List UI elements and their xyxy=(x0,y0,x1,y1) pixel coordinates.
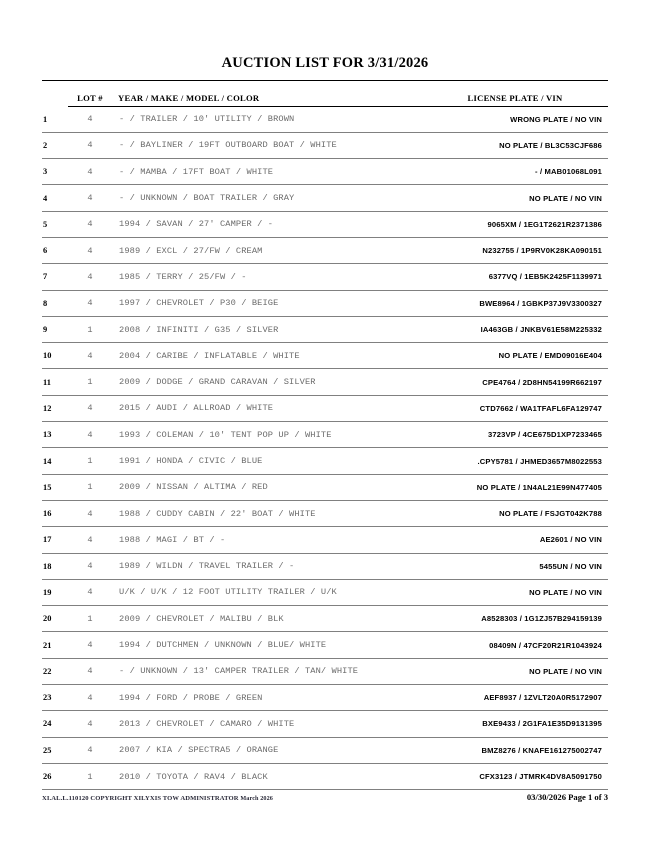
footer-copyright xyxy=(42,795,273,802)
row-description: 1994 / FORD / PROBE / GREEN xyxy=(119,692,263,703)
row-plate-vin-cell xyxy=(422,369,608,395)
row-plate-vin: 3723VP / 4CE675D1XP7233465 xyxy=(488,430,602,440)
row-index: 21 xyxy=(43,640,52,650)
row-plate-vin: AEF8937 / 1ZVLT20A0R5172907 xyxy=(483,693,602,703)
row-index: 11 xyxy=(43,377,51,387)
row-description: 2004 / CARIBE / INFLATABLE / WHITE xyxy=(119,350,300,361)
row-lot-number: 4 xyxy=(87,666,93,677)
row-plate-vin: NO PLATE / FSJGT042K788 xyxy=(499,509,602,519)
row-lot-number: 4 xyxy=(87,298,93,309)
row-index: 14 xyxy=(43,456,52,466)
row-lot-number-cell xyxy=(68,606,112,632)
column-header-index xyxy=(42,81,68,107)
row-index-cell xyxy=(42,579,68,605)
row-lot-number-cell xyxy=(68,159,112,185)
row-description: 1994 / DUTCHMEN / UNKNOWN / BLUE/ WHITE xyxy=(119,640,327,651)
row-plate-vin-cell xyxy=(422,316,608,342)
table-row[interactable] xyxy=(42,737,608,763)
row-index: 13 xyxy=(43,430,52,440)
row-description-cell xyxy=(112,579,422,605)
table-row[interactable] xyxy=(42,763,608,789)
row-plate-vin: NO PLATE / BL3C53CJF686 xyxy=(499,140,602,150)
row-description-cell xyxy=(112,763,422,789)
row-plate-vin-cell xyxy=(422,737,608,763)
row-plate-vin-cell xyxy=(422,422,608,448)
row-index-cell xyxy=(42,107,68,133)
row-lot-number-cell xyxy=(68,448,112,474)
row-plate-vin: NO PLATE / 1N4AL21E99N477405 xyxy=(476,482,602,492)
row-description: - / TRAILER / 10' UTILITY / BROWN xyxy=(119,114,295,125)
row-lot-number: 4 xyxy=(87,219,93,230)
row-lot-number: 4 xyxy=(87,271,93,282)
row-index-cell xyxy=(42,737,68,763)
row-plate-vin-cell xyxy=(422,211,608,237)
row-index: 9 xyxy=(43,325,48,335)
row-index-cell xyxy=(42,185,68,211)
row-lot-number-cell xyxy=(68,553,112,579)
row-plate-vin: - / MAB01068L091 xyxy=(535,167,602,177)
footer-date-page: 03/30/2026 Page 1 of 3 xyxy=(526,792,608,802)
row-plate-vin: NO PLATE / EMD09016E404 xyxy=(498,351,602,361)
row-index-cell xyxy=(42,711,68,737)
row-index: 25 xyxy=(43,745,52,755)
row-lot-number: 4 xyxy=(87,403,93,414)
row-plate-vin: WRONG PLATE / NO VIN xyxy=(510,114,602,124)
row-plate-vin: A8528303 / 1G1ZJ57B294159139 xyxy=(481,614,602,624)
table-row[interactable] xyxy=(42,711,608,737)
row-plate-vin-cell xyxy=(422,474,608,500)
row-plate-vin: BWE8964 / 1GBKP37J9V3300327 xyxy=(479,298,602,308)
row-plate-vin-cell xyxy=(422,264,608,290)
row-description: 2008 / INFINITI / G35 / SILVER xyxy=(119,324,279,335)
row-index: 4 xyxy=(43,193,48,203)
table-row[interactable] xyxy=(42,264,608,290)
table-row[interactable] xyxy=(42,553,608,579)
row-index: 16 xyxy=(43,509,52,519)
row-lot-number-cell xyxy=(68,579,112,605)
row-description: 2015 / AUDI / ALLROAD / WHITE xyxy=(119,403,274,414)
row-plate-vin-cell xyxy=(422,185,608,211)
row-description-cell xyxy=(112,553,422,579)
row-index: 23 xyxy=(43,693,52,703)
row-plate-vin-cell xyxy=(422,448,608,474)
row-index-cell xyxy=(42,264,68,290)
column-header-description xyxy=(112,81,422,107)
row-description-cell xyxy=(112,264,422,290)
row-description: 2007 / KIA / SPECTRA5 / ORANGE xyxy=(119,745,279,756)
row-lot-number-cell xyxy=(68,474,112,500)
row-plate-vin: N232755 / 1P9RV0K28KA090151 xyxy=(482,246,602,256)
row-index: 18 xyxy=(43,561,52,571)
row-plate-vin: CFX3123 / JTMRK4DV8A5091750 xyxy=(479,772,602,782)
row-description-cell xyxy=(112,500,422,526)
table-row[interactable] xyxy=(42,579,608,605)
row-index: 26 xyxy=(43,772,52,782)
row-description: 1985 / TERRY / 25/FW / - xyxy=(119,271,247,282)
row-description-cell xyxy=(112,237,422,263)
row-lot-number: 4 xyxy=(87,692,93,703)
row-description: - / MAMBA / 17FT BOAT / WHITE xyxy=(119,166,274,177)
row-plate-vin: NO PLATE / NO VIN xyxy=(529,587,602,597)
row-lot-number: 1 xyxy=(87,377,93,388)
row-lot-number-cell xyxy=(68,685,112,711)
row-plate-vin-cell xyxy=(422,107,608,133)
row-description-cell xyxy=(112,448,422,474)
row-plate-vin: BXE9433 / 2G1FA1E35D9131395 xyxy=(482,719,602,729)
table-row[interactable] xyxy=(42,448,608,474)
row-lot-number: 1 xyxy=(87,613,93,624)
row-index: 2 xyxy=(43,140,48,150)
row-lot-number: 4 xyxy=(87,429,93,440)
column-header-plate xyxy=(422,81,608,107)
row-plate-vin-cell xyxy=(422,527,608,553)
row-description: 1989 / EXCL / 27/FW / CREAM xyxy=(119,245,263,256)
row-description: 1994 / SAVAN / 27' CAMPER / - xyxy=(119,219,274,230)
table-row[interactable] xyxy=(42,527,608,553)
column-header-lot-label: LOT # xyxy=(68,93,112,107)
row-description: 1988 / MAGI / BT / - xyxy=(119,534,226,545)
row-lot-number: 4 xyxy=(87,534,93,545)
row-plate-vin: 9065XM / 1EG1T2621R2371386 xyxy=(487,219,602,229)
row-index-cell xyxy=(42,395,68,421)
row-index-cell xyxy=(42,474,68,500)
table-header-row xyxy=(42,81,608,107)
row-description: 1988 / CUDDY CABIN / 22' BOAT / WHITE xyxy=(119,508,316,519)
row-lot-number-cell xyxy=(68,290,112,316)
row-plate-vin: NO PLATE / NO VIN xyxy=(529,666,602,676)
row-lot-number: 4 xyxy=(87,718,93,729)
row-description-cell xyxy=(112,107,422,133)
table-row[interactable] xyxy=(42,500,608,526)
row-lot-number-cell xyxy=(68,185,112,211)
row-description-cell xyxy=(112,316,422,342)
row-lot-number: 4 xyxy=(87,745,93,756)
row-lot-number-cell xyxy=(68,237,112,263)
row-plate-vin: 08409N / 47CF20R21R1043924 xyxy=(489,640,602,650)
row-plate-vin-cell xyxy=(422,658,608,684)
row-plate-vin-cell xyxy=(422,632,608,658)
row-index-cell xyxy=(42,553,68,579)
row-index: 3 xyxy=(43,167,48,177)
row-description: 1997 / CHEVROLET / P30 / BEIGE xyxy=(119,298,279,309)
row-index-cell xyxy=(42,369,68,395)
footer-month: March 2026 xyxy=(240,795,274,802)
table-row[interactable] xyxy=(42,185,608,211)
row-plate-vin-cell xyxy=(422,711,608,737)
row-description-cell xyxy=(112,211,422,237)
row-lot-number-cell xyxy=(68,369,112,395)
row-lot-number: 4 xyxy=(87,350,93,361)
row-plate-vin-cell xyxy=(422,343,608,369)
row-plate-vin-cell xyxy=(422,395,608,421)
table-row[interactable] xyxy=(42,369,608,395)
row-description: U/K / U/K / 12 FOOT UTILITY TRAILER / U/K xyxy=(119,587,337,598)
row-description-cell xyxy=(112,395,422,421)
row-index-cell xyxy=(42,763,68,789)
row-lot-number-cell xyxy=(68,107,112,133)
row-description-cell xyxy=(112,711,422,737)
row-lot-number-cell xyxy=(68,316,112,342)
row-lot-number-cell xyxy=(68,500,112,526)
row-lot-number-cell xyxy=(68,343,112,369)
table-row[interactable] xyxy=(42,343,608,369)
row-plate-vin-cell xyxy=(422,579,608,605)
table-row[interactable] xyxy=(42,658,608,684)
row-plate-vin: BMZ8276 / KNAFE161275002747 xyxy=(481,745,602,755)
table-row[interactable] xyxy=(42,422,608,448)
row-lot-number: 4 xyxy=(87,245,93,256)
row-index-cell xyxy=(42,422,68,448)
auction-table-body xyxy=(42,107,608,790)
row-description-cell xyxy=(112,422,422,448)
row-description: - / UNKNOWN / 13' CAMPER TRAILER / TAN/ WHITE xyxy=(119,666,359,677)
row-description: 2009 / CHEVROLET / MALIBU / BLK xyxy=(119,613,284,624)
row-index-cell xyxy=(42,527,68,553)
row-description-cell xyxy=(112,606,422,632)
row-lot-number: 4 xyxy=(87,508,93,519)
row-description-cell xyxy=(112,369,422,395)
row-lot-number-cell xyxy=(68,395,112,421)
row-index: 20 xyxy=(43,614,52,624)
row-index: 1 xyxy=(43,114,48,124)
row-lot-number-cell xyxy=(68,527,112,553)
row-description: 1993 / COLEMAN / 10' TENT POP UP / WHITE xyxy=(119,429,332,440)
row-lot-number-cell xyxy=(68,422,112,448)
row-index: 19 xyxy=(43,587,52,597)
row-description-cell xyxy=(112,159,422,185)
row-index: 15 xyxy=(43,482,52,492)
column-header-plate-label: LICENSE PLATE / VIN xyxy=(422,93,608,107)
row-index-cell xyxy=(42,500,68,526)
row-plate-vin-cell xyxy=(422,763,608,789)
row-lot-number-cell xyxy=(68,211,112,237)
row-index: 22 xyxy=(43,666,52,676)
row-index-cell xyxy=(42,606,68,632)
row-index-cell xyxy=(42,448,68,474)
row-description: 2010 / TOYOTA / RAV4 / BLACK xyxy=(119,771,268,782)
row-description-cell xyxy=(112,132,422,158)
row-index: 17 xyxy=(43,535,52,545)
row-lot-number: 1 xyxy=(87,771,93,782)
row-lot-number-cell xyxy=(68,264,112,290)
row-index: 7 xyxy=(43,272,48,282)
table-row[interactable] xyxy=(42,107,608,133)
table-row[interactable] xyxy=(42,474,608,500)
row-lot-number: 4 xyxy=(87,561,93,572)
row-description-cell xyxy=(112,527,422,553)
row-index-cell xyxy=(42,237,68,263)
row-plate-vin-cell xyxy=(422,290,608,316)
table-row[interactable] xyxy=(42,290,608,316)
row-description-cell xyxy=(112,658,422,684)
row-lot-number: 1 xyxy=(87,482,93,493)
row-lot-number-cell xyxy=(68,711,112,737)
table-row[interactable] xyxy=(42,132,608,158)
table-row[interactable] xyxy=(42,159,608,185)
table-row[interactable] xyxy=(42,632,608,658)
row-plate-vin-cell xyxy=(422,606,608,632)
row-plate-vin: CTD7662 / WA1TFAFL6FA129747 xyxy=(479,403,602,413)
row-lot-number: 4 xyxy=(87,166,93,177)
row-index-cell xyxy=(42,632,68,658)
table-row[interactable] xyxy=(42,395,608,421)
row-lot-number-cell xyxy=(68,737,112,763)
row-lot-number: 4 xyxy=(87,140,93,151)
row-lot-number-cell xyxy=(68,632,112,658)
table-row[interactable] xyxy=(42,211,608,237)
row-lot-number: 4 xyxy=(87,587,93,598)
row-plate-vin: IA463GB / JNKBV61E58M225332 xyxy=(480,325,602,335)
row-plate-vin: .CPY5781 / JHMED3657M8022553 xyxy=(477,456,602,466)
row-plate-vin: 5455UN / NO VIN xyxy=(539,561,602,571)
row-plate-vin: NO PLATE / NO VIN xyxy=(529,193,602,203)
table-row[interactable] xyxy=(42,316,608,342)
row-description-cell xyxy=(112,185,422,211)
row-description-cell xyxy=(112,737,422,763)
row-index-cell xyxy=(42,211,68,237)
row-lot-number-cell xyxy=(68,763,112,789)
row-index: 10 xyxy=(43,351,52,361)
row-lot-number: 1 xyxy=(87,456,93,466)
row-description: 2009 / NISSAN / ALTIMA / RED xyxy=(119,482,268,493)
row-index-cell xyxy=(42,290,68,316)
row-description: 2013 / CHEVROLET / CAMARO / WHITE xyxy=(119,718,295,729)
row-description: 1991 / HONDA / CIVIC / BLUE xyxy=(119,456,263,466)
row-index-cell xyxy=(42,343,68,369)
table-row[interactable] xyxy=(42,606,608,632)
row-plate-vin-cell xyxy=(422,500,608,526)
row-plate-vin-cell xyxy=(422,159,608,185)
row-lot-number: 1 xyxy=(87,324,93,335)
row-lot-number: 4 xyxy=(87,640,93,651)
page-footer xyxy=(42,792,608,802)
row-description: - / BAYLINER / 19FT OUTBOARD BOAT / WHITE xyxy=(119,140,337,151)
row-description-cell xyxy=(112,290,422,316)
row-plate-vin: 6377VQ / 1EB5K2425F1139971 xyxy=(488,272,602,282)
row-description-cell xyxy=(112,685,422,711)
row-description-cell xyxy=(112,632,422,658)
row-description-cell xyxy=(112,474,422,500)
row-index: 12 xyxy=(43,403,52,413)
row-index-cell xyxy=(42,159,68,185)
row-plate-vin-cell xyxy=(422,132,608,158)
table-row[interactable] xyxy=(42,237,608,263)
row-lot-number-cell xyxy=(68,132,112,158)
row-lot-number: 4 xyxy=(87,193,93,204)
row-description: - / UNKNOWN / BOAT TRAILER / GRAY xyxy=(119,193,295,204)
row-description-cell xyxy=(112,343,422,369)
row-index-cell xyxy=(42,132,68,158)
row-index: 5 xyxy=(43,219,48,229)
column-header-description-label: YEAR / MAKE / MODEL / COLOR xyxy=(112,93,422,107)
row-index-cell xyxy=(42,685,68,711)
row-plate-vin-cell xyxy=(422,237,608,263)
row-lot-number-cell xyxy=(68,658,112,684)
auction-table xyxy=(42,81,608,791)
row-index: 8 xyxy=(43,298,48,308)
footer-copyright-text: XI.AL.L.110120 COPYRIGHT XILYXIS TOW ADMINISTRATOR xyxy=(42,795,239,802)
page-title: AUCTION LIST FOR 3/31/2026 xyxy=(221,55,429,71)
row-description: 2009 / DODGE / GRAND CARAVAN / SILVER xyxy=(119,377,316,388)
table-row[interactable] xyxy=(42,685,608,711)
row-description: 1989 / WILDN / TRAVEL TRAILER / - xyxy=(119,561,295,572)
row-plate-vin-cell xyxy=(422,553,608,579)
row-index-cell xyxy=(42,316,68,342)
row-plate-vin: AE2601 / NO VIN xyxy=(539,535,602,545)
column-header-lot xyxy=(68,81,112,107)
row-index: 6 xyxy=(43,246,48,256)
row-lot-number: 4 xyxy=(87,114,93,125)
row-plate-vin: CPE4764 / 2D8HN54199R662197 xyxy=(482,377,602,387)
row-index-cell xyxy=(42,658,68,684)
row-index: 24 xyxy=(43,719,52,729)
row-plate-vin-cell xyxy=(422,685,608,711)
